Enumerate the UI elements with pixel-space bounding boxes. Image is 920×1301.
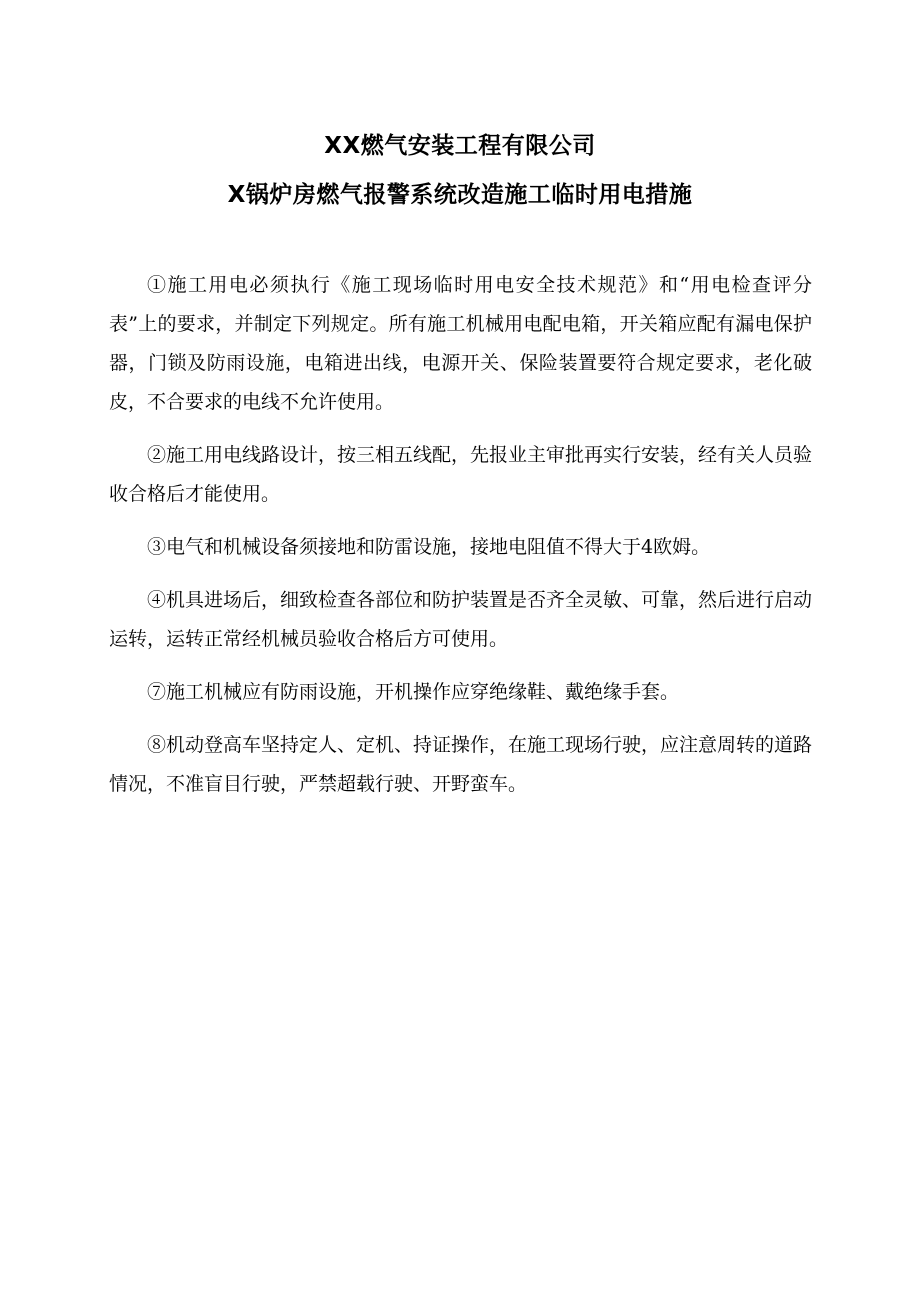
document-body [109,266,812,818]
document-title: X锅炉房燃气报警系统改造施工临时用电措施 [227,182,693,208]
paragraph-5: ⑦施工机械应有防雨设施，开机操作应穿绝缘鞋、戴绝缘手套。 [147,681,680,703]
paragraph-6: ⑧机动登高车坚持定人、定机、持证操作，在施工现场行驶，应注意周转的道路情况，不准盲目行驶，严禁超载行驶、开野蛮车。 [109,734,813,795]
paragraph-4: ④机具进场后，细致检查各部位和防护装置是否齐全灵敏、可靠，然后进行启动运转，运转正常经机械员验收合格后方可使用。 [109,589,813,650]
paragraph-3: ③电气和机械设备须接地和防雷设施，接地电阻值不得大于4欧姆。 [147,536,711,558]
paragraph-1: ①施工用电必须执行《施工现场临时用电安全技术规范》和“用电检查评分表”上的要求，并制定下列规定。所有施工机械用电配电箱，开关箱应配有漏电保护器，门锁及防雨设施，电箱进出线，电源开关、保险装置要符合规定要求，老化破皮，不合要求的电线不允许使用。 [109,274,812,413]
company-title: XX燃气安装工程有限公司 [324,133,596,159]
document-header [0,130,920,211]
paragraph-2: ②施工用电线路设计，按三相五线配，先报业主审批再实行安装，经有关人员验收合格后才能使用。 [109,444,813,505]
